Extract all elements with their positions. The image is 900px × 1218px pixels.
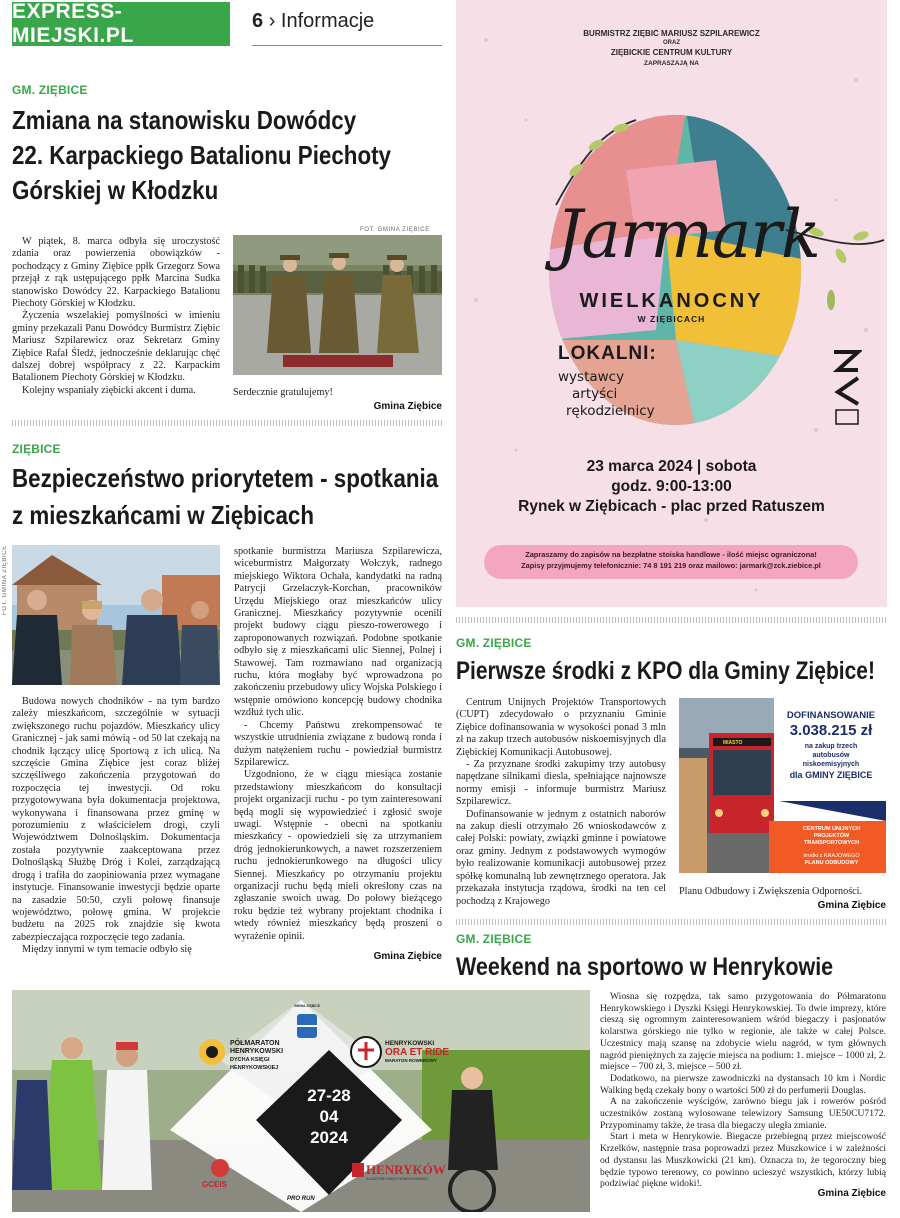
poster-place: Rynek w Ziębicach - plac przed Ratuszem bbox=[518, 498, 825, 515]
banner-polmaraton bbox=[230, 1040, 283, 1072]
banner-polmaraton-line: DYCHA KSIĘGI bbox=[230, 1057, 270, 1063]
article1-title-line: Zmiana na stanowisku Dowódcy bbox=[12, 105, 357, 135]
article1-body bbox=[12, 236, 220, 397]
article1-title-line: Górskiej w Kłodzku bbox=[12, 175, 219, 205]
divider bbox=[456, 617, 887, 623]
banner-date bbox=[276, 1085, 382, 1148]
funding-org bbox=[779, 826, 884, 867]
banner-date-line: 2024 bbox=[310, 1128, 348, 1147]
photo-credit: FOT. GMINA ZIĘBICE bbox=[360, 227, 430, 233]
marathon-banner bbox=[12, 990, 590, 1212]
section-name: Informacje bbox=[280, 10, 375, 32]
funding-org-line: CENTRUM UNIJNYCH bbox=[802, 826, 861, 832]
funding-org-line: środki z KRAJOWEGO bbox=[803, 853, 860, 859]
article2-kicker: ZIĘBICE bbox=[12, 442, 61, 456]
banner-henrykow: HENRYKÓW bbox=[366, 1162, 446, 1177]
poster-title-city: W ZIĘBICACH bbox=[637, 314, 706, 324]
funding-purpose bbox=[776, 742, 886, 781]
bus-display: MIASTO bbox=[723, 740, 743, 746]
banner-polmaraton-line: HENRYKOWSKI bbox=[230, 1048, 284, 1055]
article3-title: Pierwsze środki z KPO dla Gminy Ziębice! bbox=[456, 657, 875, 685]
poster-lokalni-item: artyści bbox=[572, 386, 618, 402]
funding-label: DOFINANSOWANIE bbox=[786, 710, 876, 721]
article2-col2 bbox=[234, 546, 442, 943]
poster-organizer-line: ZAPRASZAJĄ NA bbox=[644, 60, 699, 67]
jarmark-poster bbox=[456, 0, 887, 607]
poster-organizers bbox=[456, 28, 887, 69]
article4-signature: Gmina Ziębice bbox=[817, 1188, 886, 1199]
funding-purpose-line: autobusów bbox=[812, 752, 850, 759]
paragraph: Uzgodniono, że w ciągu miesiąca zostanie przedstawiony mieszkańcom do konsultacji projekt organizacji ruchu - po tym zainteresowani będą mogli się wypowiedzieć i zgłosić swoje uwagi. Wstępnie - obecni na spotkaniu mieszkańcy - opowiedzieli się za utrzymaniem dróg jednokierunkowych, a nawet rozszerzeniem ruchu jednokierunkowego na długości ulicy Siennej. Mieszkańcy po otrzymaniu projektu organizacji ruchu będą mieli określony czas na zgłaszanie swoich uwag. Do połowy bieżącego roku będzie też wybrany projektant chodnika i wtedy również mieszkańcy będą proszeni o wyrażenie opinii. bbox=[234, 769, 442, 942]
site-brand: EXPRESS-MIEJSKI.PL bbox=[12, 2, 230, 46]
banner-ride-line: MARATON ROWEROWY bbox=[385, 1058, 437, 1063]
paragraph: Kolejny wspaniały ziębicki akcent i duma. bbox=[22, 384, 196, 396]
article2-title bbox=[12, 460, 459, 534]
banner-gceis: GCEIS bbox=[202, 1180, 227, 1189]
article1-title-line: 22. Karpackiego Batalionu Piechoty bbox=[12, 140, 392, 170]
paragraph: - Chcemy Państwu zrekompensować te wszystkie utrudnienia związane z budową ronda i dużym natężeniem ruchu - powiedział burmistrz Szpilarewicz. bbox=[234, 719, 442, 768]
article1-kicker: GM. ZIĘBICE bbox=[12, 83, 88, 97]
funding-purpose-line: niskoemisyjnych bbox=[802, 761, 860, 768]
article2-col1 bbox=[12, 696, 220, 957]
funding-purpose-line: na zakup trzech bbox=[804, 743, 858, 750]
paragraph: - Za przyznane środki zakupimy trzy autobusy napędzane silnikami diesla, spełniające najnowsze normy emisji - informuje burmistrz Mariusz Szpilarewicz. bbox=[456, 759, 666, 808]
paragraph: W piątek, 8. marca odbyła się uroczystość zdania oraz powierzenia obowiązków - pochodzący z Gminy Ziębice ppłk Grzegorz Sowa przejął z rąk ustępującego ppłk Marcina Sudka stanowisko Dowódcy 22. Karpackiego Batalionu Piechoty Górskiej w Kłodzku. bbox=[12, 236, 220, 310]
section-separator: › bbox=[268, 10, 276, 32]
article2-signature: Gmina Ziębice bbox=[373, 951, 442, 962]
divider bbox=[456, 919, 887, 925]
poster-time: godz. 9:00-13:00 bbox=[611, 478, 732, 495]
funding-amount: 3.038.215 zł bbox=[789, 722, 873, 739]
banner-henrykow-sub: KLASZTOR KSIĘGI HENRYKOWSKIEJ bbox=[366, 1177, 429, 1181]
funding-org-line: PLANU ODBUDOWY bbox=[804, 860, 859, 866]
funding-org-line: TRANSPORTOWYCH bbox=[803, 840, 860, 846]
banner-date-line: 27-28 bbox=[307, 1086, 351, 1105]
banner-ride-line: ORA ET RIDE bbox=[385, 1047, 450, 1058]
banner-polmaraton-line: HENRYKOWSKIEJ bbox=[230, 1065, 279, 1071]
banner-ride-line: HENRYKOWSKI bbox=[385, 1040, 435, 1047]
article4-title: Weekend na sportowo w Henrykowie bbox=[456, 953, 834, 981]
poster-script-title: Jarmark bbox=[556, 196, 820, 273]
poster-organizer-line: BURMISTRZ ZIĘBIC MARIUSZ SZPILAREWICZ bbox=[583, 29, 760, 38]
article4-body bbox=[600, 991, 886, 1190]
paragraph: Dodatkowo, na pierwsze zawodniczki na dystansach 10 km i Nordic Walking będą czekały bony o wartości 500 zł do perfumerii Douglas. bbox=[600, 1072, 886, 1096]
article4-kicker: GM. ZIĘBICE bbox=[456, 932, 532, 946]
poster-title-wielkanocny: WIELKANOCNY bbox=[579, 290, 764, 312]
poster-lokalni: LOKALNI: bbox=[558, 343, 657, 364]
paragraph: Dofinansowanie w jednym z ostatnich naborów na zakup diesli otrzymało 26 wnioskodawców z całej Polski: powiaty, związki gminne i powiatowe oraz gminy. Jednym z podstawowych wymogów było realizowanie komunikacji autobusowej przez spółkę komunalną lub zewnętrznego operatora. Jak przekazała instytucja rządowa, środki na ten cel pochodzą z Krajowego bbox=[456, 808, 666, 907]
paragraph: Start i meta w Henrykowie. Biegacze przebiegną przez miejscowość Krzelków, następnie trasa poprowadzi przez Muszkowice i w zależności od dystansu las Muszkowicki (21 km). Oznacza to, że tegoroczny bieg będzie typowo terenowy, co powinno ucieszyć wszystkich, którzy lubią podziwiać piękne widoki!. bbox=[600, 1131, 886, 1190]
poster-lokalni-item: rękodzielnicy bbox=[566, 403, 655, 419]
article3-continuation: Planu Odbudowy i Zwiększenia Odporności. bbox=[679, 886, 863, 897]
funding-box bbox=[679, 698, 886, 873]
article1-signature: Gmina Ziębice bbox=[373, 401, 442, 412]
funding-org-line: PROJEKTÓW bbox=[813, 833, 850, 839]
poster-organizer-line: ZIĘBICKIE CENTRUM KULTURY bbox=[610, 48, 733, 57]
banner-polmaraton-line: PÓŁMARATON bbox=[230, 1040, 280, 1047]
poster-invite bbox=[484, 549, 858, 571]
article1-title bbox=[12, 103, 442, 208]
article2-title-line: z mieszkańcami w Ziębicach bbox=[12, 500, 314, 530]
poster-invite-line: Zapraszamy do zapisów na bezpłatne stoiska handlowe - ilość miejsc ograniczona! bbox=[525, 550, 817, 559]
page-number: 6 bbox=[252, 10, 264, 32]
zck-logo-icon bbox=[832, 348, 862, 426]
poster-invite-line: Zapisy przyjmujemy telefonicznie: 74 8 191 219 oraz mailowo: jarmark@zck.ziebice.pl bbox=[521, 561, 821, 570]
poster-lokalni-item: wystawcy bbox=[558, 369, 625, 385]
article3-kicker: GM. ZIĘBICE bbox=[456, 636, 532, 650]
poster-lokalni-list bbox=[558, 369, 655, 420]
poster-date: 23 marca 2024 | sobota bbox=[586, 458, 757, 475]
paragraph: Życzenia wszelakiej pomyślności w imieniu gminy przekazali Panu Dowódcy Burmistrz Ziębic Mariusz Szpilarewicz oraz Sekretarz Gminy Ziębice Rafał Śledź, jednocześnie deklarując chęć dalszej dobrej współpracy z 22. Karpackim Batalionem Piechoty Górskiej w Kłodzku. bbox=[12, 310, 220, 384]
divider bbox=[12, 420, 442, 426]
paragraph: Wiosna się rozpędza, tak samo przygotowania do Półmaratonu Henrykowskiego i Dyszki Księgi Henrykowskiej. To dwie imprezy, które cieszą się ogromnym zainteresowaniem wśród biegaczy i pasjonatów kolarstwa górskiego nie tylko w regionie, ale także w całej Polsce. Uczestnicy mają szansę na zdobycie wielu nagród, w tym głównych nagród pieniężnych za zajęcie miejsca na podium: 1. miejsce – 1000 zł, 2. miejsce – 700 zł, 3. miejsce – 500 zł. bbox=[600, 991, 886, 1073]
ceremony-photo bbox=[233, 235, 442, 375]
paragraph: Centrum Unijnych Projektów Transportowych (CUPT) zdecydowało o przyznaniu Gminie Ziębice dofinansowania w wysokości ponad 3 mln zł na zakup trzech autobusów niskoemisyjnych dla Ziębickiej Komunikacji Autobusowej. bbox=[456, 697, 666, 758]
photo-caption: Serdecznie gratulujemy! bbox=[233, 387, 333, 398]
banner-prorun: PRO RUN bbox=[287, 1196, 315, 1202]
banner-ora-et-ride bbox=[385, 1040, 449, 1063]
meeting-photo bbox=[12, 545, 220, 685]
paragraph: spotkanie burmistrza Mariusza Szpilarewicza, wiceburmistrz Małgorzaty Wołczyk, radnego miejskiego Wiktora Ochała, kandydatki na radną Patrycji Grzelaczyk-Korchan, pracowników Urzędu Miejskiego oraz mieszkańców ulicy Granicznej. Mieszkańcy pozytywnie ocenili projekt budowy ciągu pieszo-rowerowego i zaproponowanych rozwiązań. Podobne spotkanie odbyło się z mieszkańcami ulic Siennej, Polnej i Stawowej. Tam rozmawiano nad organizacją ruchu, która mogłaby być wprowadzona po zakończeniu przebudowy ulicy Wojska Polskiego i wstępnie omówiono koncepcję budowy chodnika wzdłuż tych ulic. bbox=[234, 546, 442, 719]
photo-credit: FOT. GMINA ZIĘBICE bbox=[2, 545, 8, 615]
paragraph: Między innymi w tym temacie odbyło się bbox=[22, 944, 192, 956]
article2-title-line: Bezpieczeństwo priorytetem - spotkania bbox=[12, 463, 439, 493]
banner-date-line: 04 bbox=[319, 1107, 339, 1126]
article3-signature: Gmina Ziębice bbox=[817, 900, 886, 911]
article3-body bbox=[456, 697, 666, 908]
banner-gmina: GMINA ZIĘBICE bbox=[293, 1004, 321, 1008]
page-header bbox=[252, 10, 442, 46]
funding-purpose-line: dla GMINY ZIĘBICE bbox=[789, 770, 873, 780]
paragraph: Budowa nowych chodników - na tym bardzo zależy mieszkańcom, szczególnie w sytuacji zwiększonego ruchu pojazdów. Mieszkańcy ulicy Granicznej - jak sami mówią - od 50 lat czekają na chodnik łączący ulicę Sportową z ich ulicą. Na szczęście Gmina Ziębice jest coraz bliżej szczęśliwego zakończenia przygotowań do rozpoczęcia tej inwestycji. Od roku przygotowywana była dokumentacja projektowa, wykonywana i finansowana przez gminę w porozumieniu z właścicielem drogi, czyli Województwem Dolnośląskim. Dokumentacja została pozytywnie zaakceptowana przez Dolnośląską Służbę Dróg i Kolei, zarządzającą drogą i trafiła do zaopiniowania przez wymagane instytucje. Finansowanie inwestycji będzie oparte na zasadzie 50:50, czyli połowę finansuje województwo, połowę gmina. W projekcie budżetu na 2025 rok znajdzie się kwota zabezpieczająca rozpoczęcie tego zadania. bbox=[12, 696, 220, 943]
poster-organizer-line: ORAZ bbox=[663, 40, 680, 46]
paragraph: A na zakończenie wyścigów, zarówno biegu jak i rowerów pośród uczestników zostaną wylosowane telewizory Samsung UE50CU7172. Przypominamy także, że trasa dla biegaczy uległa zmianie. bbox=[600, 1096, 886, 1131]
